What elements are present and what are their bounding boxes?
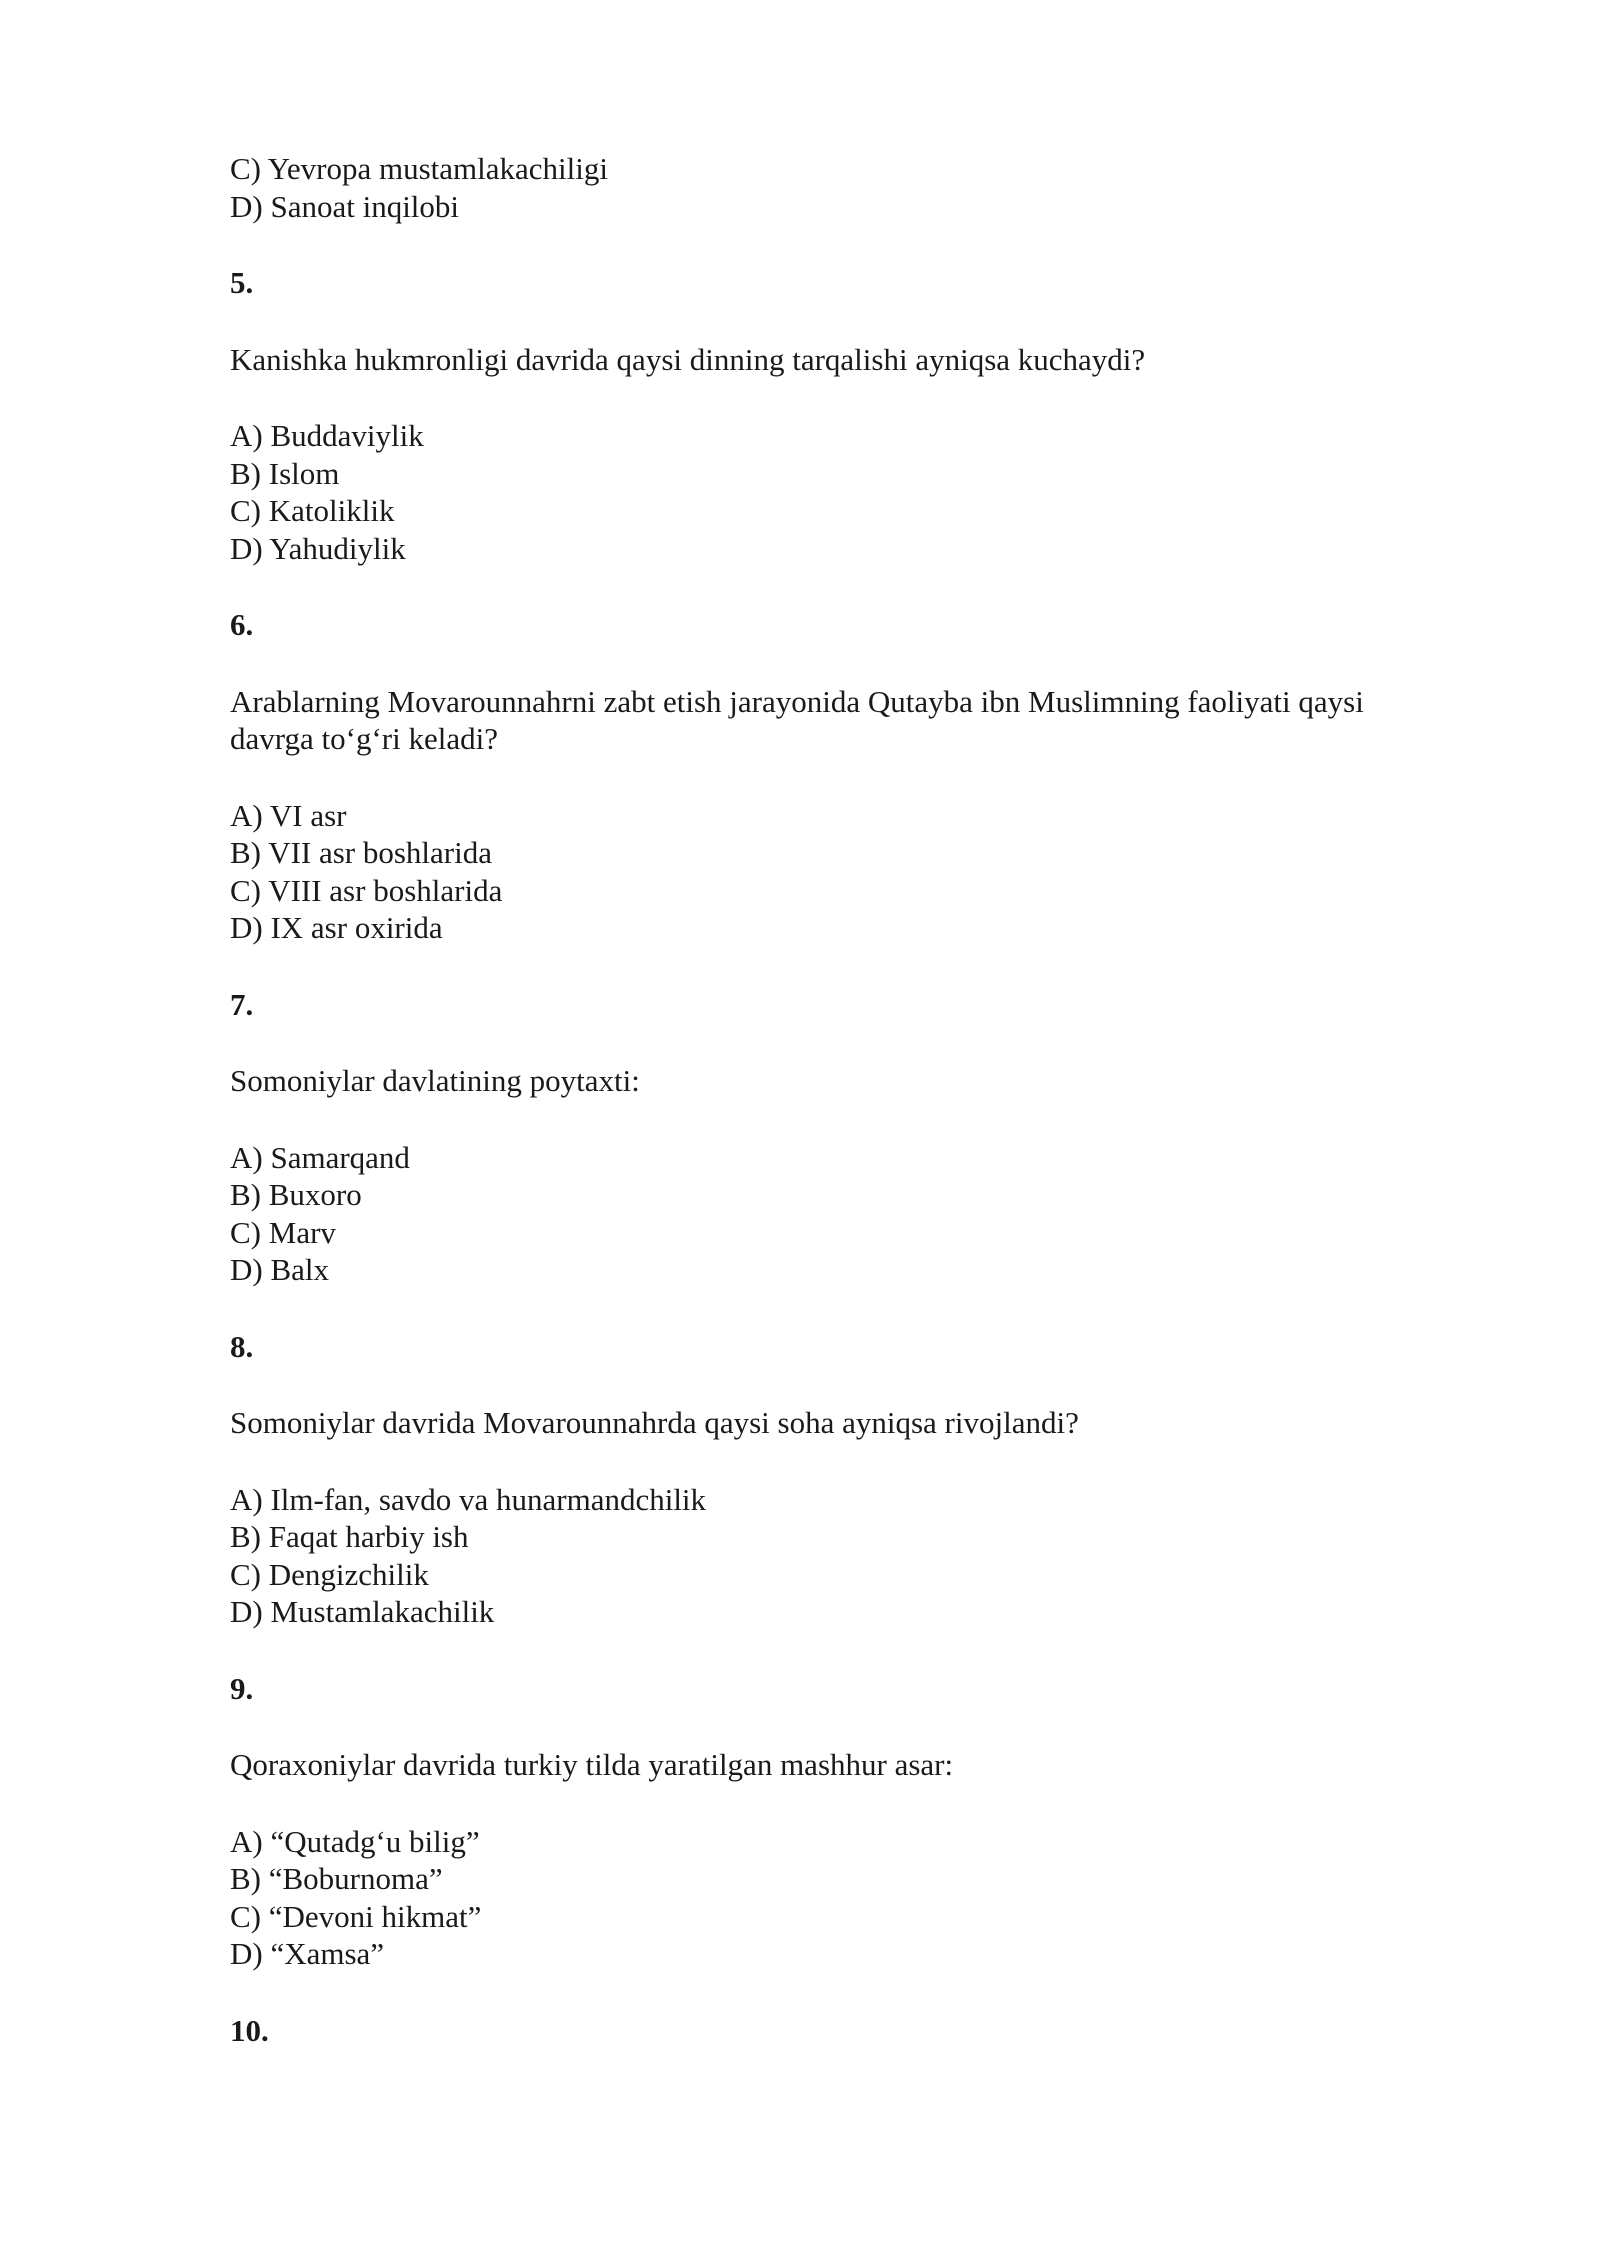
question-number: 10. — [230, 2012, 269, 2048]
option: D) Balx — [230, 1252, 330, 1287]
question-text: Somoniylar davrida Movarounnahrda qaysi soha ayniqsa rivojlandi? — [230, 1405, 1079, 1440]
answer-options — [230, 1481, 1430, 1631]
question-number: 5. — [230, 265, 254, 300]
option: C) Yevropa mustamlakachiligi — [230, 151, 608, 186]
option: D) Yahudiylik — [230, 530, 406, 566]
answer-options — [230, 797, 1430, 947]
question-text: Somoniylar davlatining poytaxti: — [230, 1063, 640, 1098]
question-block — [230, 1328, 1430, 1631]
option: B) VII asr boshlarida — [230, 835, 493, 870]
question-block — [230, 2012, 1430, 2050]
question-block — [230, 1670, 1430, 1973]
question-block — [230, 986, 1430, 1289]
option: A) Ilm-fan, savdo va hunarmandchilik — [230, 1481, 707, 1517]
question-number: 8. — [230, 1328, 254, 1364]
option: D) IX asr oxirida — [230, 910, 443, 945]
option: B) Buxoro — [230, 1177, 362, 1212]
option: C) VIII asr boshlarida — [230, 872, 503, 908]
question-number: 9. — [230, 1670, 254, 1706]
answer-options — [230, 1139, 1430, 1289]
option: B) Faqat harbiy ish — [230, 1519, 469, 1554]
question-number: 6. — [230, 607, 254, 642]
option: C) Marv — [230, 1214, 336, 1250]
question-text: Qoraxoniylar davrida turkiy tilda yaratilgan mashhur asar: — [230, 1747, 954, 1782]
answer-options — [230, 1823, 1430, 1973]
carryover-options — [230, 150, 1430, 225]
option: C) Dengizchilik — [230, 1556, 429, 1592]
question-block — [230, 606, 1430, 947]
question-text: Kanishka hukmronligi davrida qaysi dinning tarqalishi ayniqsa kuchaydi? — [230, 341, 1146, 377]
document-content — [230, 150, 1430, 2049]
option: D) “Xamsa” — [230, 1936, 385, 1971]
question-text: Arablarning Movarounnahrni zabt etish jarayonida Qutayba ibn Muslimning faoliyati qaysi davrga to‘g‘ri keladi? — [230, 683, 1364, 756]
answer-options — [230, 417, 1430, 567]
option: B) “Boburnoma” — [230, 1861, 443, 1896]
option: C) “Devoni hikmat” — [230, 1898, 482, 1934]
option: A) “Qutadg‘u bilig” — [230, 1823, 480, 1859]
option: D) Mustamlakachilik — [230, 1594, 495, 1629]
option: A) Samarqand — [230, 1139, 410, 1175]
option: A) Buddaviylik — [230, 418, 424, 453]
option: C) Katoliklik — [230, 493, 395, 528]
question-number: 7. — [230, 986, 254, 1022]
option: B) Islom — [230, 455, 340, 491]
option: D) Sanoat inqilobi — [230, 188, 460, 224]
question-block — [230, 264, 1430, 567]
option: A) VI asr — [230, 797, 347, 833]
